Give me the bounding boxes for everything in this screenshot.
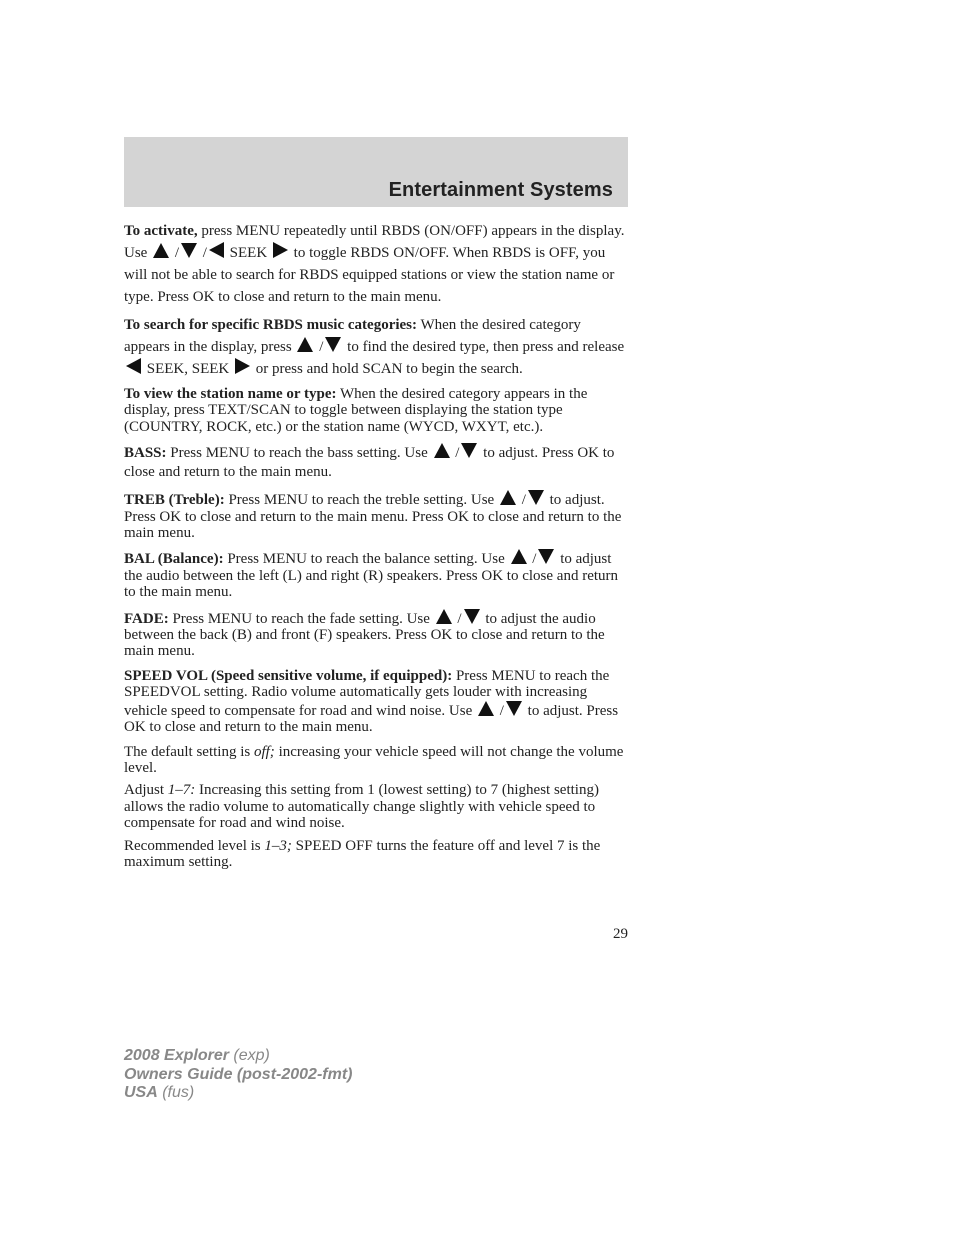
arrow-down-icon <box>528 490 544 505</box>
paragraph-label: BAL (Balance): <box>124 551 224 568</box>
arrow-up-icon <box>478 701 494 716</box>
paragraph-speed-vol: SPEED VOL (Speed sensitive volume, if equipped): Press MENU to reach the SPEEDVOL setting. Radio volume automatically gets louder with increasing vehicle speed to compensate for road and wind noise. Use / to adjust. Press OK to close and return to the main menu. <box>124 667 619 736</box>
footer-line-2: Owners Guide (post-2002-fmt) <box>124 1065 353 1083</box>
paragraph-label: BASS: <box>124 445 167 462</box>
paragraph-fade: FADE: Press MENU to reach the fade setting. Use / to adjust the audio between the back (B) and front (F) speakers. Press OK to close and return to the main menu. <box>124 610 605 660</box>
arrow-up-icon <box>436 609 452 624</box>
paragraph-treble: TREB (Treble): Press MENU to reach the treble setting. Use / to adjust. Press OK to close and return to the main menu. Press OK to close and return to the main menu. <box>124 492 622 542</box>
arrow-down-icon <box>325 337 341 352</box>
arrow-up-icon <box>297 337 313 352</box>
section-title: Entertainment Systems <box>388 179 613 201</box>
arrow-up-icon <box>153 243 169 258</box>
paragraph-label: To view the station name or type: <box>124 386 337 402</box>
paragraph-label: FADE: <box>124 610 169 627</box>
paragraph-label: TREB (Treble): <box>124 492 225 509</box>
paragraph-to-activate: To activate, press MENU repeatedly until RBDS (ON/OFF) appears in the display. Use / / SEEK to toggle RBDS ON/OFF. When RBDS is OFF, you will not be able to search for RBDS equipped stations or view the station name or type. Press OK to close and return to the main menu. <box>124 223 625 305</box>
arrow-left-icon <box>209 242 224 258</box>
arrow-down-icon <box>461 443 477 458</box>
paragraph-view-station: To view the station name or type: When the desired category appears in the display, press TEXT/SCAN to toggle between displaying the station type (COUNTRY, ROCK, etc.) or the station name (WYCD, WXYT, etc.). <box>124 386 588 435</box>
arrow-up-icon <box>500 490 516 505</box>
arrow-up-icon <box>434 443 450 458</box>
footer-line-1: 2008 Explorer (exp) <box>124 1047 270 1064</box>
arrow-right-icon <box>273 242 288 258</box>
paragraph-label: To search for specific RBDS music categories: <box>124 317 418 333</box>
page-body <box>124 220 630 876</box>
arrow-down-icon <box>538 549 554 564</box>
document-footer <box>124 1047 352 1103</box>
page-number: 29 <box>613 926 628 942</box>
arrow-down-icon <box>506 701 522 716</box>
footer-line-3: USA (fus) <box>124 1084 195 1101</box>
paragraph-label: SPEED VOL (Speed sensitive volume, if equipped): <box>124 667 453 684</box>
paragraph-recommended: Recommended level is 1–3; SPEED OFF turns the feature off and level 7 is the maximum setting. <box>124 837 601 870</box>
paragraph-default-setting: The default setting is off; increasing your vehicle speed will not change the volume level. <box>124 743 624 776</box>
paragraph-label: To activate, <box>124 223 198 239</box>
arrow-right-icon <box>235 358 250 374</box>
arrow-up-icon <box>511 549 527 564</box>
arrow-down-icon <box>464 609 480 624</box>
arrow-left-icon <box>126 358 141 374</box>
paragraph-balance: BAL (Balance): Press MENU to reach the balance setting. Use / to adjust the audio between the left (L) and right (R) speakers. Press OK to close and return to the main menu. <box>124 551 619 601</box>
arrow-down-icon <box>181 243 197 258</box>
paragraph-search-rbds: To search for specific RBDS music categories: When the desired category appears in the display, press / to find the desired type, then press and release SEEK, SEEK or press and hold SCAN to begin the search. <box>124 317 625 377</box>
paragraph-bass: BASS: Press MENU to reach the bass setting. Use / to adjust. Press OK to close and return to the main menu. <box>124 445 615 481</box>
paragraph-adjust: Adjust 1–7: Increasing this setting from 1 (lowest setting) to 7 (highest setting) allows the radio volume to automatically change slightly with vehicle speed to compensate for road and wind noise. <box>124 782 599 832</box>
section-header <box>124 137 628 207</box>
